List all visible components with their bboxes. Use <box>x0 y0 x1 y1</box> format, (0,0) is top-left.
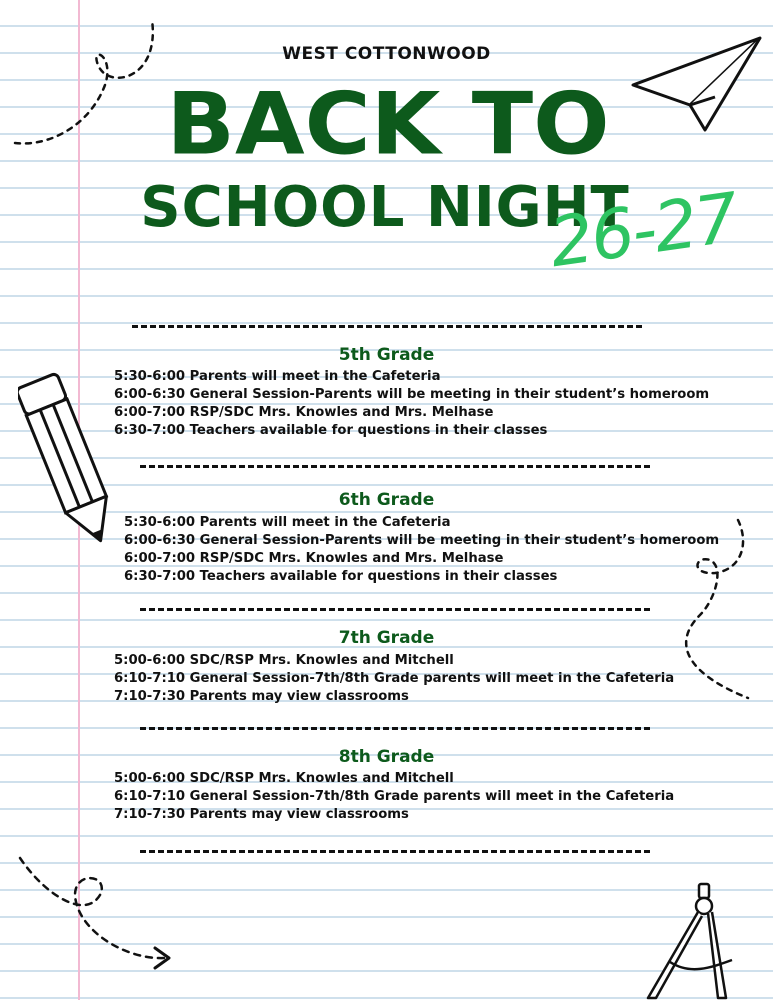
grade-5-schedule <box>114 368 709 440</box>
divider-line <box>140 608 650 611</box>
schedule-item: 5:30-6:00 Parents will meet in the Cafeteria <box>114 369 441 384</box>
schedule-item: 6:00-6:30 General Session-Parents will be meeting in their student’s homeroom <box>124 533 720 548</box>
dashed-swirl-arrow-icon <box>15 850 185 980</box>
schedule-item: 7:10-7:30 Parents may view classrooms <box>114 689 409 704</box>
schedule-item: 7:10-7:30 Parents may view classrooms <box>114 807 409 822</box>
grade-7-schedule <box>114 652 674 706</box>
schedule-item: 5:00-6:00 SDC/RSP Mrs. Knowles and Mitchell <box>114 653 454 668</box>
divider-line <box>140 727 650 730</box>
compass-icon <box>640 880 740 1000</box>
schedule-item: 5:30-6:00 Parents will meet in the Cafeteria <box>124 515 451 530</box>
divider-line <box>140 465 650 468</box>
grade-7-title: 7th Grade <box>338 628 435 648</box>
schedule-item: 6:10-7:10 General Session-7th/8th Grade parents will meet in the Cafeteria <box>114 671 675 686</box>
schedule-item: 5:00-6:00 SDC/RSP Mrs. Knowles and Mitchell <box>114 771 454 786</box>
title-school-night: SCHOOL NIGHT <box>140 175 630 240</box>
school-year: 26-27 <box>545 178 742 284</box>
schedule-item: 6:30-7:00 Teachers available for questions in their classes <box>114 423 548 438</box>
grade-6-schedule <box>124 514 719 586</box>
grade-5-title: 5th Grade <box>338 345 435 365</box>
schedule-item: 6:00-6:30 General Session-Parents will be meeting in their student’s homeroom <box>114 387 710 402</box>
grade-8-title: 8th Grade <box>338 747 435 767</box>
schedule-item: 6:30-7:00 Teachers available for questions in their classes <box>124 569 558 584</box>
schedule-item: 6:00-7:00 RSP/SDC Mrs. Knowles and Mrs. Melhase <box>124 551 504 566</box>
divider-line <box>140 850 650 853</box>
pencil-icon <box>18 365 118 555</box>
grade-6-title: 6th Grade <box>338 490 435 510</box>
grade-8-schedule <box>114 770 674 824</box>
divider-line <box>132 325 642 328</box>
school-name: WEST COTTONWOOD <box>282 44 491 64</box>
schedule-item: 6:10-7:10 General Session-7th/8th Grade parents will meet in the Cafeteria <box>114 789 675 804</box>
schedule-item: 6:00-7:00 RSP/SDC Mrs. Knowles and Mrs. Melhase <box>114 405 494 420</box>
title-back-to: BACK TO <box>166 74 610 175</box>
